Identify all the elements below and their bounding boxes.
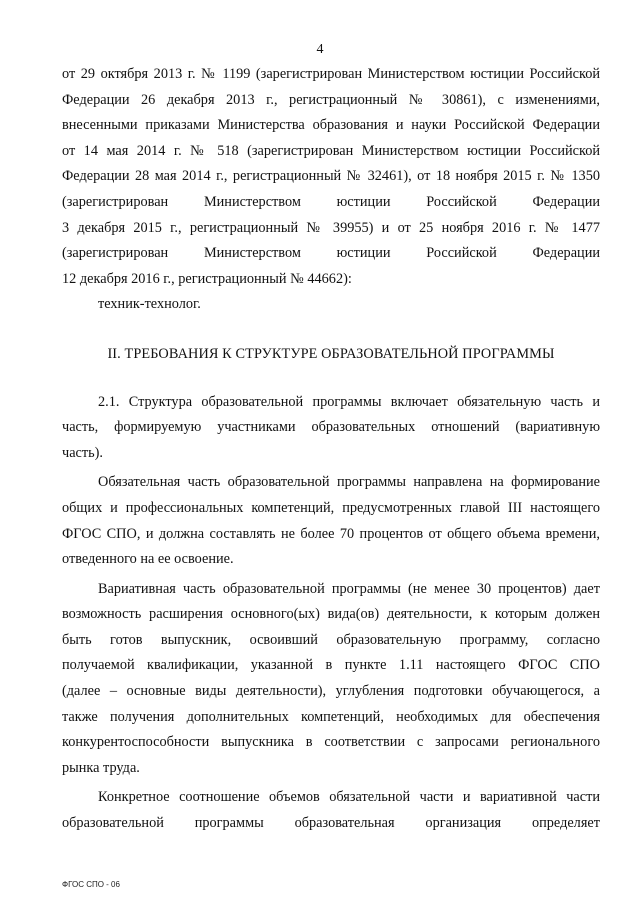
text-line: (зарегистрирован Министерством юстиции Российской Федерации bbox=[62, 245, 600, 262]
footer-code: ФГОС СПО - 06 bbox=[62, 880, 120, 889]
paragraph-mandatory-part bbox=[62, 470, 600, 572]
paragraph-ratio bbox=[62, 785, 600, 836]
text-line: рынка труда. bbox=[62, 759, 140, 776]
text-line: быть готов выпускник, освоивший образовательную программу, согласно bbox=[62, 631, 600, 648]
document-body bbox=[62, 62, 600, 837]
text-line: 2.1. Структура образовательной программы включает обязательную часть и bbox=[98, 393, 600, 410]
intro-paragraph bbox=[62, 62, 600, 318]
text-line: Вариативная часть образовательной программы (не менее 30 процентов) дает bbox=[98, 580, 600, 597]
text-line: конкурентоспособности выпускника в соответствии с запросами регионального bbox=[62, 734, 600, 751]
text-line: от 14 мая 2014 г. № 518 (зарегистрирован Министерством юстиции Российской bbox=[62, 142, 600, 159]
text-line: возможность расширения основного(ых) вида(ов) деятельности, к которым должен bbox=[62, 606, 600, 623]
text-line: (далее – основные виды деятельности), углубления подготовки обучающегося, а bbox=[62, 683, 600, 700]
text-line: Конкретное соотношение объемов обязательной части и вариативной части bbox=[98, 789, 600, 806]
text-line: внесенными приказами Министерства образования и науки Российской Федерации bbox=[62, 117, 600, 134]
text-line: (зарегистрирован Министерством юстиции Российской Федерации bbox=[62, 193, 600, 210]
text-line: Обязательная часть образовательной программы направлена на формирование bbox=[98, 474, 600, 491]
page-number: 4 bbox=[316, 42, 324, 57]
text-line: часть). bbox=[62, 444, 103, 461]
paragraph-variable-part bbox=[62, 577, 600, 782]
text-line: также получения дополнительных компетенций, необходимых для обеспечения bbox=[62, 708, 600, 725]
text-line: 12 декабря 2016 г., регистрационный № 44662): bbox=[62, 270, 352, 287]
text-line: получаемой квалификации, указанной в пункте 1.11 настоящего ФГОС СПО bbox=[62, 657, 600, 674]
text-line: от 29 октября 2013 г. № 1199 (зарегистрирован Министерством юстиции Российской bbox=[62, 66, 600, 82]
text-line: 3 декабря 2015 г., регистрационный № 39955) и от 25 ноября 2016 г. № 1477 bbox=[62, 219, 600, 236]
text-line: Федерации 28 мая 2014 г., регистрационный № 32461), от 18 ноября 2015 г. № 1350 bbox=[62, 168, 600, 185]
text-line: ФГОС СПО, и должна составлять не более 70 процентов от общего объема времени, bbox=[62, 525, 600, 542]
text-line: отведенного на ее освоение. bbox=[62, 551, 234, 568]
text-line: часть, формируемую участниками образовательных отношений (вариативную bbox=[62, 419, 600, 436]
text-line: образовательной программы образовательная организация определяет bbox=[62, 815, 600, 832]
text-line: общих и профессиональных компетенций, предусмотренных главой III настоящего bbox=[62, 499, 600, 516]
paragraph-2-1 bbox=[62, 390, 600, 467]
text-line: Федерации 26 декабря 2013 г., регистрационный № 30861), с изменениями, bbox=[62, 91, 600, 108]
qualification-text: техник-технолог. bbox=[98, 296, 201, 313]
section-heading: II. ТРЕБОВАНИЯ К СТРУКТУРЕ ОБРАЗОВАТЕЛЬНОЙ ПРОГРАММЫ bbox=[107, 345, 555, 362]
